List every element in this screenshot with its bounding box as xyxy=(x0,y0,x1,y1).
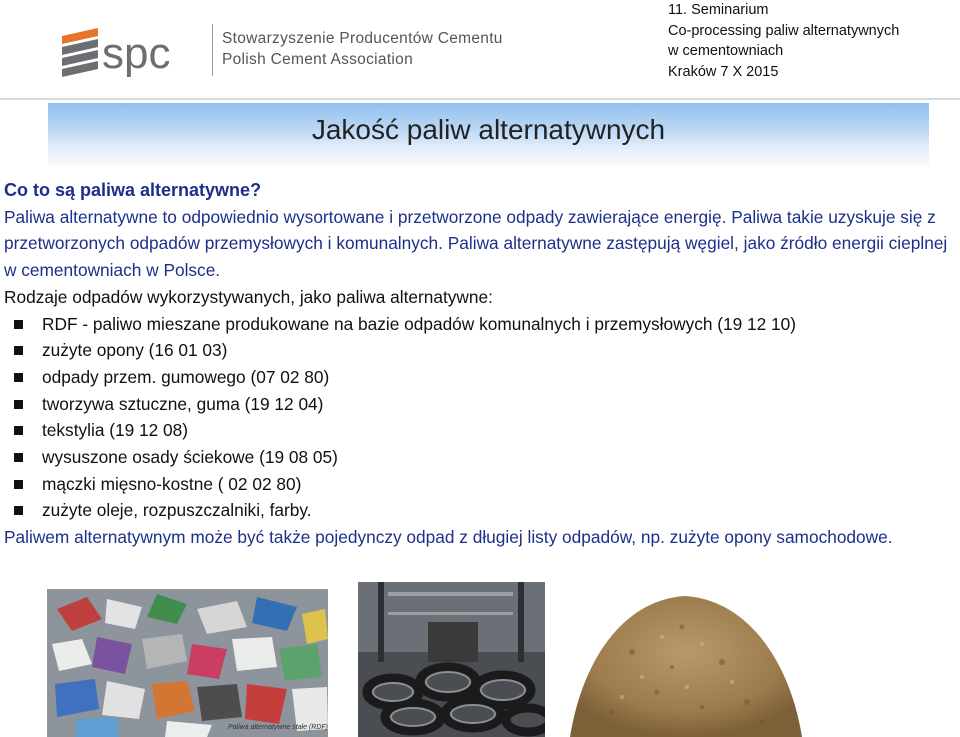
association-name-pl: Stowarzyszenie Producentów Cementu xyxy=(222,30,503,47)
rdf-photo xyxy=(47,589,328,737)
seminar-date: Kraków 7 X 2015 xyxy=(668,63,779,80)
definition-paragraph: Paliwa alternatywne to odpowiednio wysortowane i przetworzone odpady zawierające energię. Paliwa takie uzyskuje się z przetworzonych odpadów przemysłowych i komunalnych. Paliwa alternatywne zastępują węgiel, jako źródło energii cieplnej w cementowniach w Polsce. xyxy=(4,206,948,281)
seminar-info xyxy=(668,0,899,82)
association-name xyxy=(222,28,503,70)
list-item: zużyte opony (16 01 03) xyxy=(4,337,954,364)
seminar-topic: Co-processing paliw alternatywnych xyxy=(668,22,900,39)
list-item: mączki mięsno-kostne ( 02 02 80) xyxy=(4,471,954,498)
list-item: tekstylia (19 12 08) xyxy=(4,417,954,444)
list-item: odpady przem. gumowego (07 02 80) xyxy=(4,364,954,391)
question-heading: Co to są paliwa alternatywne? xyxy=(4,180,262,200)
association-name-en: Polish Cement Association xyxy=(222,51,414,68)
spc-logo xyxy=(58,16,208,82)
list-item: wysuszone osady ściekowe (19 08 05) xyxy=(4,444,954,471)
list-item: RDF - paliwo mieszane produkowane na bazie odpadów komunalnych i przemysłowych (19 12 10) xyxy=(4,311,954,338)
logo-text: spc xyxy=(102,29,171,78)
seminar-number: 11. Seminarium xyxy=(668,2,769,18)
conclusion-paragraph: Paliwem alternatywnym może być także pojedynczy odpad z długiej listy odpadów, np. zużyte opony samochodowe. xyxy=(4,527,893,548)
types-intro: Rodzaje odpadów wykorzystywanych, jako paliwa alternatywne: xyxy=(4,286,493,307)
logo-divider xyxy=(212,24,213,76)
slide-title: Jakość paliw alternatywnych xyxy=(311,114,666,145)
title-separator xyxy=(0,98,960,100)
waste-types-list xyxy=(4,311,954,525)
list-item: zużyte oleje, rozpuszczalniki, farby. xyxy=(4,497,954,524)
rdf-caption: Paliwa alternatywne stałe (RDF) xyxy=(228,724,328,731)
seminar-topic-cont: w cementowniach xyxy=(668,43,784,59)
tyres-photo xyxy=(358,582,545,737)
slide-body xyxy=(4,177,954,551)
bone-meal-photo xyxy=(562,582,808,737)
logo-stripes-icon xyxy=(62,28,98,77)
list-item: tworzywa sztuczne, guma (19 12 04) xyxy=(4,391,954,418)
